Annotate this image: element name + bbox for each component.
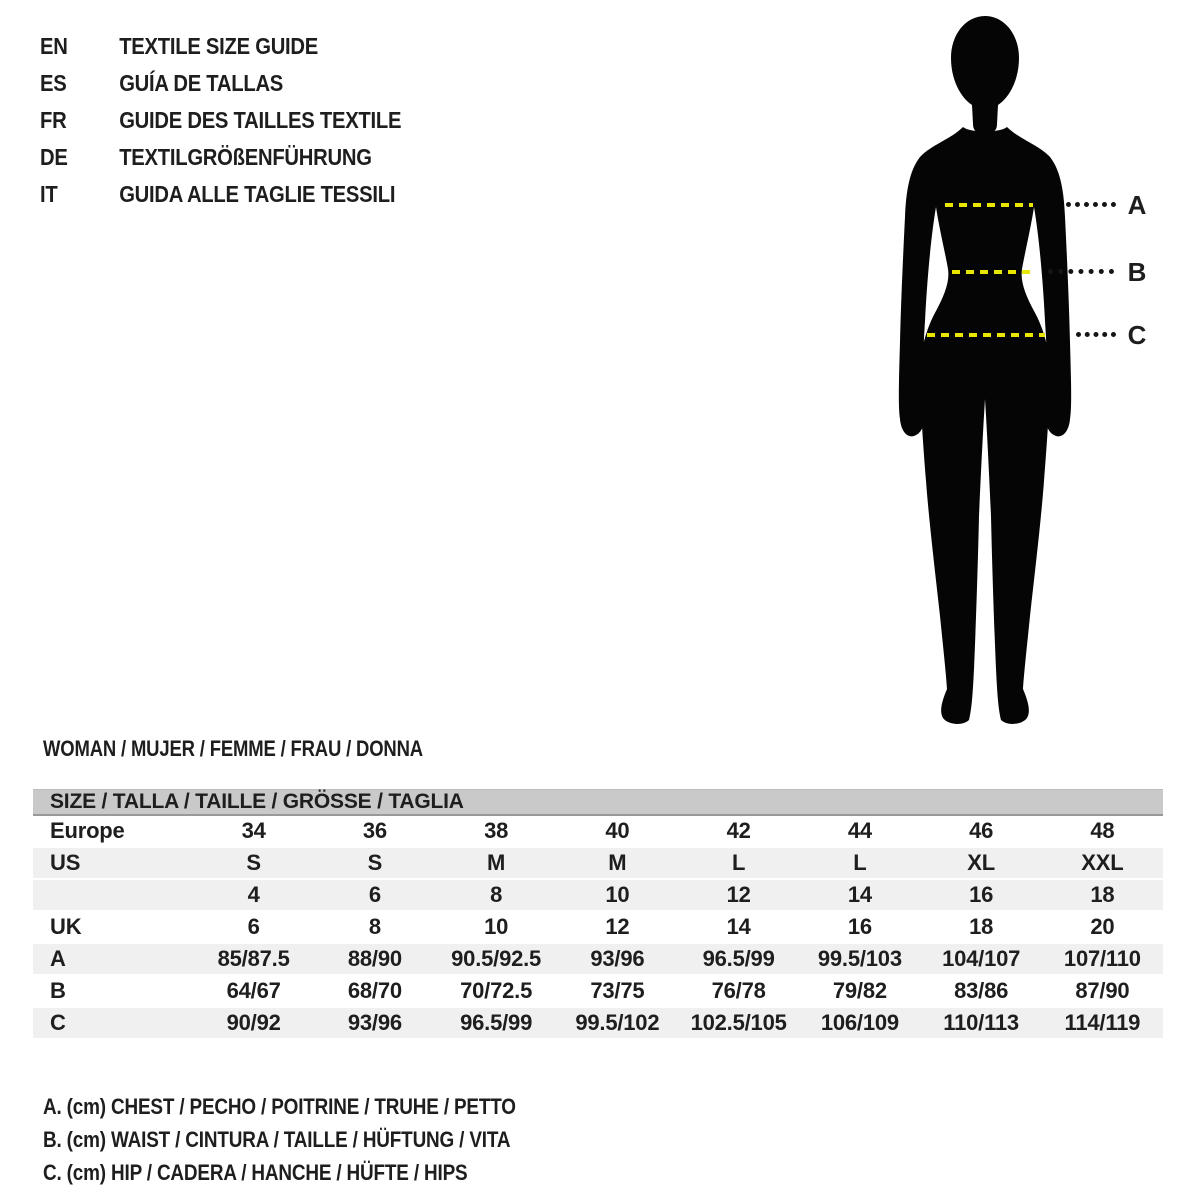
size-cell: 93/96 <box>590 946 645 971</box>
size-cell: 110/113 <box>943 1010 1019 1035</box>
size-cell: 68/70 <box>347 978 402 1003</box>
guide-title: GUIDA ALLE TAGLIE TESSILI <box>119 181 396 207</box>
size-cell: 90.5/92.5 <box>451 946 542 971</box>
guide-title: GUÍA DE TALLAS <box>119 70 284 96</box>
size-cell: S <box>246 850 261 875</box>
legend-line-chest: A. (cm) CHEST / PECHO / POITRINE / TRUHE / PETTO <box>43 1094 516 1119</box>
language-code: EN <box>40 33 68 59</box>
row-label: B <box>50 978 66 1003</box>
size-cell: 107/110 <box>1063 946 1141 971</box>
legend-line-hip: C. (cm) HIP / CADERA / HANCHE / HÜFTE / HIPS <box>43 1160 468 1185</box>
size-cell: 12 <box>726 882 751 907</box>
size-cell: 83/86 <box>954 978 1009 1003</box>
language-code: DE <box>40 144 68 170</box>
chest-dot-line <box>1066 202 1116 207</box>
size-cell: 90/92 <box>226 1010 281 1035</box>
size-cell: 38 <box>484 818 509 843</box>
size-cell: L <box>853 850 867 875</box>
size-cell: 14 <box>847 882 872 907</box>
size-cell: 14 <box>726 914 751 939</box>
size-cell: 102.5/105 <box>690 1010 787 1035</box>
size-cell: 36 <box>362 818 387 843</box>
language-code: FR <box>40 107 67 133</box>
row-label: C <box>50 1010 66 1035</box>
table-row-europe <box>33 816 1163 846</box>
size-cell: 18 <box>969 914 994 939</box>
size-cell: 16 <box>969 882 994 907</box>
size-cell: 8 <box>490 882 503 907</box>
size-cell: 70/72.5 <box>460 978 533 1003</box>
language-row <box>40 102 401 139</box>
size-cell: 48 <box>1090 818 1115 843</box>
size-cell: S <box>367 850 383 875</box>
size-cell: 96.5/99 <box>702 946 775 971</box>
size-cell: M <box>487 850 506 875</box>
row-label: US <box>50 850 81 875</box>
table-row-uk <box>33 912 1163 942</box>
legend-line-waist: B. (cm) WAIST / CINTURA / TAILLE / HÜFTUNG / VITA <box>43 1127 511 1152</box>
row-label: UK <box>50 914 82 939</box>
size-cell: 93/96 <box>347 1010 402 1035</box>
size-table <box>33 789 1163 1040</box>
guide-title: GUIDE DES TAILLES TEXTILE <box>119 107 402 133</box>
size-cell: 88/90 <box>347 946 402 971</box>
size-cell: 85/87.5 <box>217 946 290 971</box>
size-cell: XXL <box>1081 850 1124 875</box>
hip-dash-line <box>927 333 1045 337</box>
size-table-header: SIZE / TALLA / TAILLE / GRÖSSE / TAGLIA <box>33 789 1163 816</box>
language-title-list <box>40 28 451 213</box>
size-cell: 6 <box>368 882 381 907</box>
size-cell: 10 <box>484 914 509 939</box>
size-cell: 104/107 <box>942 946 1021 971</box>
row-label: A <box>50 946 66 971</box>
size-cell: 4 <box>247 882 260 907</box>
measure-label-b: B <box>1127 257 1147 287</box>
measurement-legend <box>43 1090 593 1189</box>
table-row-us-numeric <box>33 880 1163 910</box>
size-cell: XL <box>967 850 995 875</box>
size-cell: 34 <box>241 818 266 843</box>
language-row <box>40 139 401 176</box>
size-cell: 10 <box>605 882 630 907</box>
size-cell: 99.5/103 <box>817 946 902 971</box>
size-cell: 96.5/99 <box>460 1010 533 1035</box>
row-label: Europe <box>50 818 125 843</box>
waist-dot-line <box>1048 269 1114 274</box>
size-cell: 76/78 <box>711 978 766 1003</box>
guide-title: TEXTILE SIZE GUIDE <box>119 33 318 59</box>
table-row-hip-c <box>33 1008 1163 1038</box>
size-cell: 87/90 <box>1075 978 1130 1003</box>
measure-label-a: A <box>1127 190 1147 220</box>
size-cell: 20 <box>1090 914 1115 939</box>
size-cell: 99.5/102 <box>575 1010 660 1035</box>
size-cell: 12 <box>605 914 630 939</box>
chest-dash-line <box>945 203 1033 207</box>
size-cell: 106/109 <box>820 1010 899 1035</box>
size-cell: 64/67 <box>226 978 281 1003</box>
size-cell: 114/119 <box>1064 1010 1141 1035</box>
language-row <box>40 65 401 102</box>
size-cell: 79/82 <box>832 978 887 1003</box>
hip-dot-line <box>1076 332 1116 337</box>
language-code: IT <box>40 181 58 207</box>
language-code: ES <box>40 70 67 96</box>
size-cell: 16 <box>847 914 872 939</box>
woman-silhouette-figure <box>893 10 1093 735</box>
measure-label-c: C <box>1127 320 1147 350</box>
language-row <box>40 28 401 65</box>
table-row-chest-a <box>33 944 1163 974</box>
table-row-waist-b <box>33 976 1163 1006</box>
size-cell: 46 <box>969 818 994 843</box>
size-cell: 18 <box>1090 882 1115 907</box>
size-cell: 44 <box>847 818 872 843</box>
size-cell: 40 <box>605 818 630 843</box>
size-cell: 73/75 <box>590 978 645 1003</box>
waist-dash-line <box>952 270 1030 274</box>
section-title-woman: WOMAN / MUJER / FEMME / FRAU / DONNA <box>43 736 423 761</box>
table-row-us <box>33 848 1163 878</box>
language-row <box>40 176 401 213</box>
size-cell: 6 <box>247 914 260 939</box>
size-cell: L <box>732 850 746 875</box>
size-cell: 8 <box>368 914 381 939</box>
size-cell: M <box>608 850 627 875</box>
guide-title: TEXTILGRÖßENFÜHRUNG <box>119 144 372 170</box>
size-cell: 42 <box>726 818 751 843</box>
